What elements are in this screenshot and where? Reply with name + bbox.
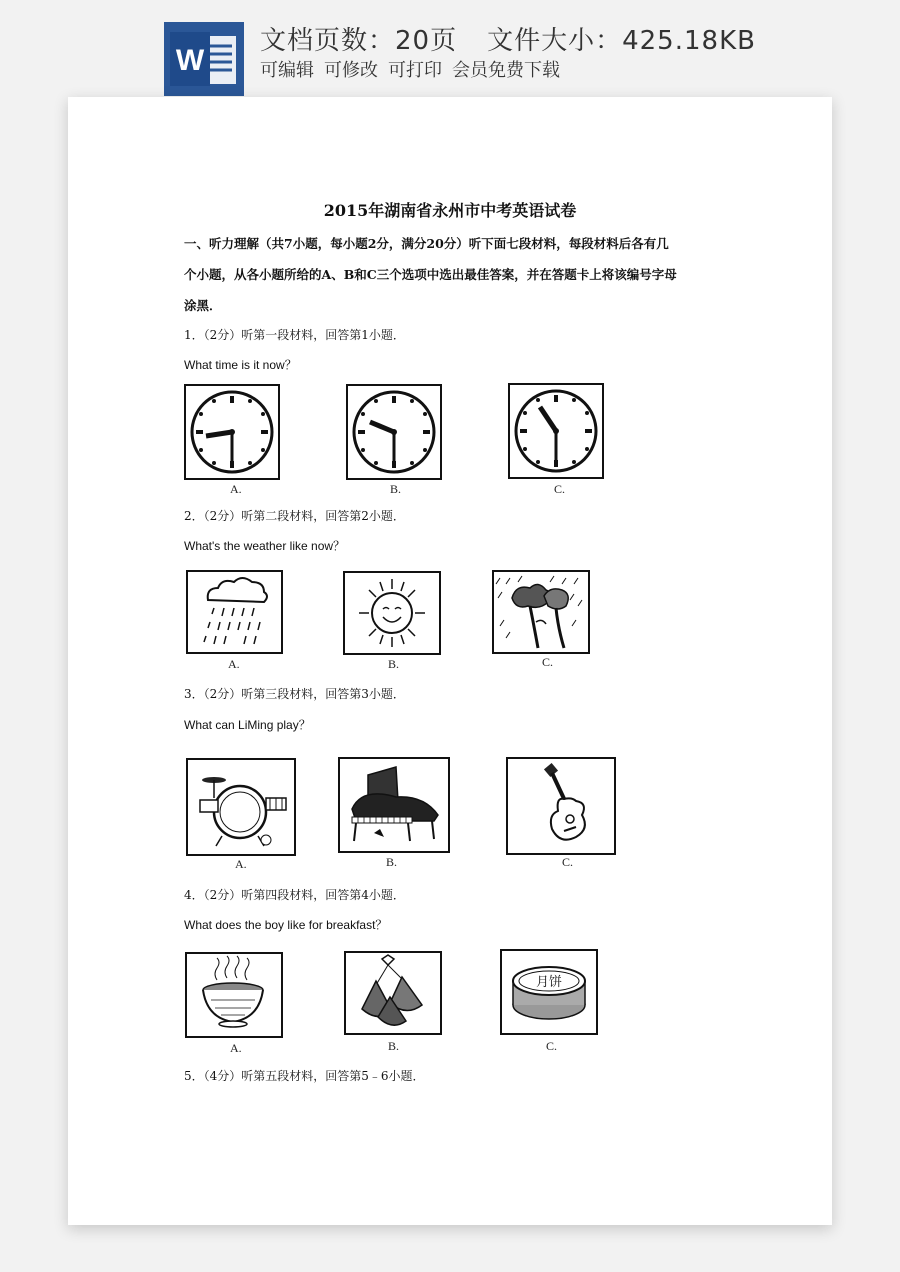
feature-modifiable: 可修改	[324, 60, 378, 81]
feature-printable: 可打印	[388, 60, 442, 81]
q2-option-b-sun-icon	[343, 571, 441, 655]
section-instruction-line-2: 个小题，从各小题所给的A、B和C三个选项中选出最佳答案，并在答题卡上将该编号字母	[184, 267, 677, 282]
q3-option-b-piano-icon	[338, 757, 450, 853]
q2-option-a-rain-icon	[186, 570, 283, 654]
q3-option-a-drum-icon	[186, 758, 296, 856]
q2-option-c-windy-rain-icon	[492, 570, 590, 654]
feature-list	[260, 56, 570, 82]
q2-option-b-label: B.	[388, 657, 400, 671]
size-info: 文件大小：425.18KB	[487, 26, 756, 56]
exam-title: 2015年湖南省永州市中考英语试卷	[323, 201, 577, 220]
question-3-prompt: What can LiMing play？	[184, 718, 311, 732]
q1-option-a-label: A.	[230, 482, 242, 496]
question-2-stem: 2．（2分）听第二段材料，回答第2小题．	[184, 509, 405, 523]
header-info	[260, 20, 756, 57]
section-instruction-line-3: 涂黑．	[184, 298, 222, 313]
q2-option-a-label: A.	[228, 657, 240, 671]
q1-option-a-clock	[184, 384, 280, 480]
question-1-stem: 1．（2分）听第一段材料，回答第1小题．	[184, 328, 405, 342]
question-2-prompt: What's the weather like now？	[184, 539, 346, 553]
q4-option-a-porridge-icon	[185, 952, 283, 1038]
q4-option-a-label: A.	[230, 1041, 242, 1055]
q4-option-b-zongzi-icon	[344, 951, 442, 1035]
q3-option-c-label: C.	[562, 855, 574, 869]
q3-option-a-label: A.	[235, 857, 247, 871]
document-page	[68, 97, 832, 1225]
mooncake-text: 月饼	[535, 975, 563, 990]
feature-editable: 可编辑	[260, 60, 314, 81]
q4-option-c-label: C.	[546, 1039, 558, 1053]
q1-option-c-clock	[508, 383, 604, 479]
word-logo-letter: W	[175, 44, 205, 77]
question-5-stem: 5．（4分）听第五段材料，回答第5﹣6小题．	[184, 1069, 425, 1083]
word-icon	[164, 22, 244, 96]
section-instruction-line-1: 一、听力理解（共7小题，每小题2分，满分20分）听下面七段材料，每段材料后各有几	[184, 236, 669, 251]
pages-info: 文档页数：20页	[260, 26, 458, 56]
q3-option-b-label: B.	[386, 855, 398, 869]
question-1-prompt: What time is it now？	[184, 358, 297, 372]
question-4-prompt: What does the boy like for breakfast？	[184, 918, 388, 932]
q1-option-c-label: C.	[554, 482, 566, 496]
q4-option-c-mooncake-icon	[500, 949, 598, 1035]
q2-option-c-label: C.	[542, 655, 554, 669]
question-4-stem: 4．（2分）听第四段材料，回答第4小题．	[184, 888, 405, 902]
q1-option-b-clock	[346, 384, 442, 480]
feature-free-download: 会员免费下载	[452, 60, 560, 81]
q1-option-b-label: B.	[390, 482, 402, 496]
q3-option-c-guitar-icon	[506, 757, 616, 855]
question-3-stem: 3．（2分）听第三段材料，回答第3小题．	[184, 687, 405, 701]
q4-option-b-label: B.	[388, 1039, 400, 1053]
